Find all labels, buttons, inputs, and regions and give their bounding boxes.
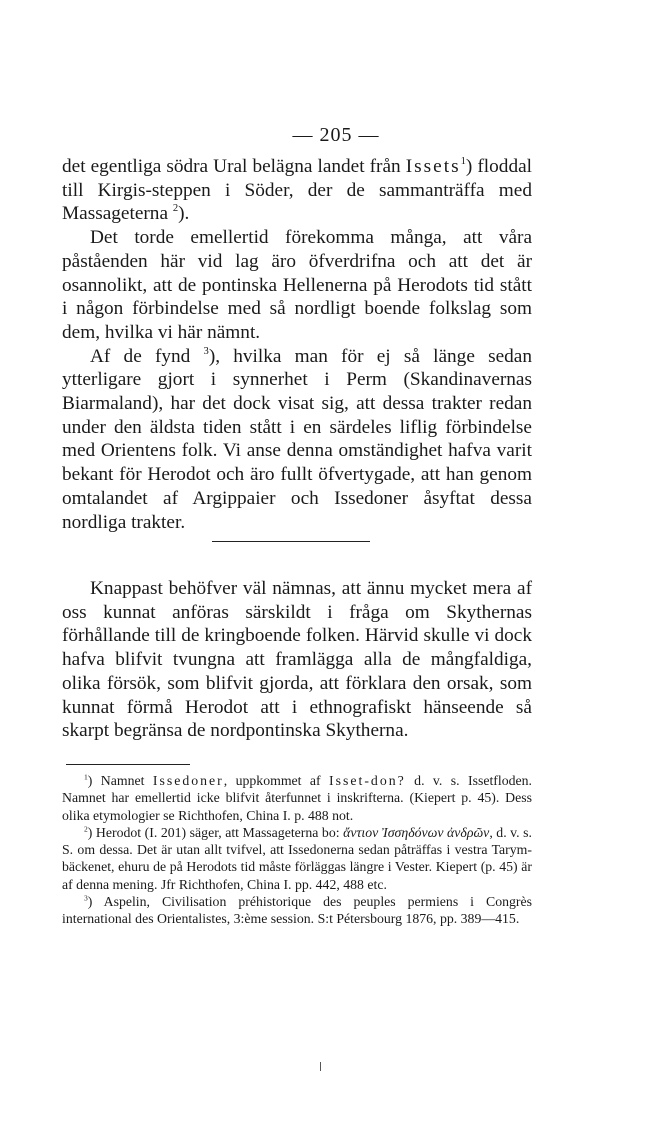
text-span: ), hvilka man för ej så länge sedan ytterligare gjort i synnerhet i Perm (Skandinavernas Biarmaland), har det dock visat sig, att dessa trakter redan under den äldsta tiden stått i en särdeles liflig förbindelse med Orientens folk. Vi anse denna omständighet hafva varit bekant för Herodot och äro fullt öfvertygade, att han genom omtalandet af Argippaier och Issedoner åsyftat dessa nordliga trakter. — [62, 345, 532, 533]
paragraph-4: Knappast behöfver väl nämnas, att ännu mycket mera af oss kunnat anföras särskildt i fråga om Skythernas förhållande till de kringboende folken. Härvid skulle vi dock hafva blifvit tvungna att framlägga alla de mångfaldiga, olika försök, som blifvit gjorda, att förklara den orsak, som kunnat förmå Herodot att i ethnografiskt hänseende så skarpt begränsa de nordpontinska Skytherna. — [62, 578, 532, 742]
text-span: ) floddal till Kirgis-steppen i Söder, der de sammanträffa med Massageterna — [62, 156, 532, 225]
footnote-1 — [62, 772, 532, 824]
paragraph-3 — [62, 345, 532, 535]
footnote-2 — [62, 824, 532, 893]
text-span: d. v. s. Issetfloden. Namnet har emellertid icke blifvit återfunnet i inskrifterna. (Kiepert p. 45). Dess olika etymologier se Richthofen, China I. p. 488 not. — [62, 773, 532, 823]
main-text-section-2 — [62, 577, 532, 743]
footnote-3 — [62, 893, 532, 928]
page-number: — 205 — — [292, 124, 380, 146]
text-span: Af de fynd — [90, 345, 204, 367]
footnote-mark-1: 1 — [84, 772, 88, 782]
paragraph-1 — [62, 155, 532, 226]
text-span: , uppkommet af — [223, 773, 330, 788]
text-span: ) Herodot (I. 201) säger, att Massageterna bo: — [87, 824, 344, 840]
greek-quote: ἄντιον Ἰσσηδόνων ἀνδρῶν — [343, 824, 490, 840]
text-span: ) Aspelin, Civilisation préhistorique des peuples permiens i Congrès international des Orientalistes, 3:ème session. S:t Pétersbourg 1876, pp. 389—415. — [62, 894, 532, 927]
footnotes — [62, 772, 532, 928]
footnote-ref-3: 3 — [203, 345, 209, 357]
footnote-ref-1: 1 — [460, 156, 466, 168]
text-span: , d. v. s. S. om dessa. Det är utan allt tvifvel, att Issedonerna sedan påträffas i vestra Tarym-bäckenet, ehuru de på Herodots tid måste förläggas längre i Vester. Kiepert (p. 45) är af denna mening. Jfr Richthofen, China I. pp. 442, 488 etc. — [62, 824, 532, 892]
spaced-term: Issedoner — [152, 773, 224, 788]
section-divider — [212, 541, 370, 542]
footnote-ref-2: 2 — [172, 203, 179, 215]
footnote-mark-2: 2 — [84, 824, 88, 834]
spaced-term: Isset-don? — [329, 773, 406, 788]
text-span: ). — [178, 203, 190, 225]
text-span: ) Namnet — [87, 773, 153, 788]
footnote-divider — [66, 764, 190, 765]
paragraph-2: Det torde emellertid förekomma många, att våra påståenden här vid lag äro öfverdrifna och att det är osannolikt, att de pontinska Hellenerna på Herodots tid stått i någon förbindelse med så nordligt boende folkslag som dem, hvilka vi här nämnt. — [62, 227, 532, 343]
spaced-name-issets: Issets — [405, 156, 461, 177]
main-text-section-1 — [62, 155, 532, 534]
footnote-mark-3: 3 — [84, 893, 88, 903]
print-mark — [320, 1062, 321, 1071]
text-span: det egentliga södra Ural belägna landet från — [62, 156, 406, 177]
